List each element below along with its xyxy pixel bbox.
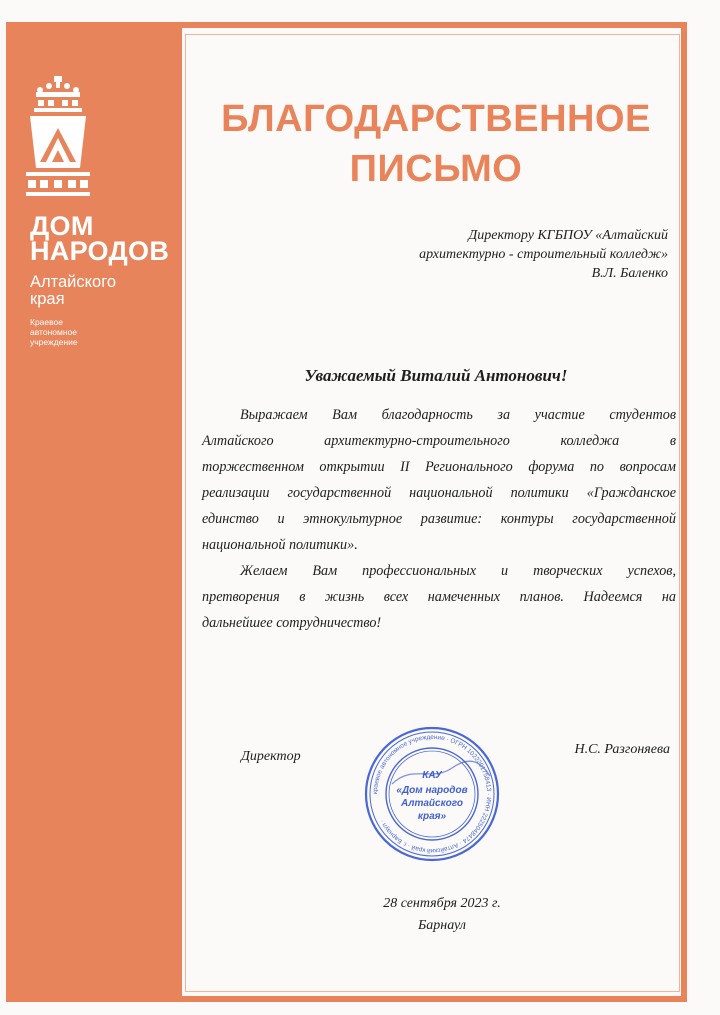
stamp-center-line1: КАУ bbox=[422, 770, 442, 781]
body-line: реализации государственной национальной политики «Гражданское bbox=[202, 485, 676, 501]
official-stamp-icon bbox=[362, 724, 502, 864]
org-title-line1: ДОМ bbox=[30, 211, 94, 241]
addressee-line1: Директору КГБПОУ «Алтайский bbox=[468, 228, 668, 243]
addressee-line3: В.Л. Баленко bbox=[591, 266, 668, 281]
org-type-line3: учреждение bbox=[30, 337, 78, 347]
body-line: дальнейшее сотрудничество! bbox=[202, 615, 382, 631]
letter-body bbox=[202, 402, 676, 636]
org-title-line2: НАРОДОВ bbox=[30, 236, 170, 266]
date-place-block bbox=[192, 893, 692, 937]
title-line2: ПИСЬМО bbox=[349, 148, 523, 190]
stamp-ring-text: краевое автономное учреждение · ОГРН 1022201758413 · ИНН 2225048474 · Алтайский край · г. Барнаул · bbox=[371, 733, 493, 855]
stamp-center-line3: Алтайского bbox=[401, 798, 463, 809]
stamp-center-line2: «Дом народов bbox=[396, 785, 468, 796]
org-type-line2: автономное bbox=[30, 327, 77, 337]
body-line: Алтайского архитектурно-строительного колледжа в bbox=[202, 433, 676, 449]
body-line: претворения в жизнь всех намеченных планов. Надеемся на bbox=[202, 589, 676, 605]
letter-date: 28 сентября 2023 г. bbox=[383, 896, 501, 911]
letter-title bbox=[192, 94, 680, 194]
body-line: торжественном открытии II Регионального форума по вопросам bbox=[202, 459, 676, 475]
title-line1: БЛАГОДАРСТВЕННОЕ bbox=[221, 98, 651, 140]
body-line: Желаем Вам профессиональных и творческих успехов, bbox=[240, 563, 676, 579]
org-subtitle-line2: края bbox=[30, 290, 65, 308]
body-line: национальной политики». bbox=[202, 537, 358, 553]
letter-city: Барнаул bbox=[418, 918, 466, 933]
body-line: единство и этнокультурное развитие: контуры государственной bbox=[202, 511, 676, 527]
addressee-line2: архитектурно - строительный колледж» bbox=[419, 247, 668, 262]
org-subtitle-line1: Алтайского bbox=[30, 273, 117, 291]
org-type-line1: Краевое bbox=[30, 317, 64, 327]
addressee-block bbox=[419, 226, 668, 283]
signer-title: Директор bbox=[241, 749, 301, 764]
signer-name: Н.С. Разгоняева bbox=[574, 742, 670, 757]
stamp-center-line4: края» bbox=[417, 811, 447, 822]
body-line: Выражаем Вам благодарность за участие студентов bbox=[240, 407, 676, 423]
greeting: Уважаемый Виталий Антонович! bbox=[304, 366, 568, 385]
